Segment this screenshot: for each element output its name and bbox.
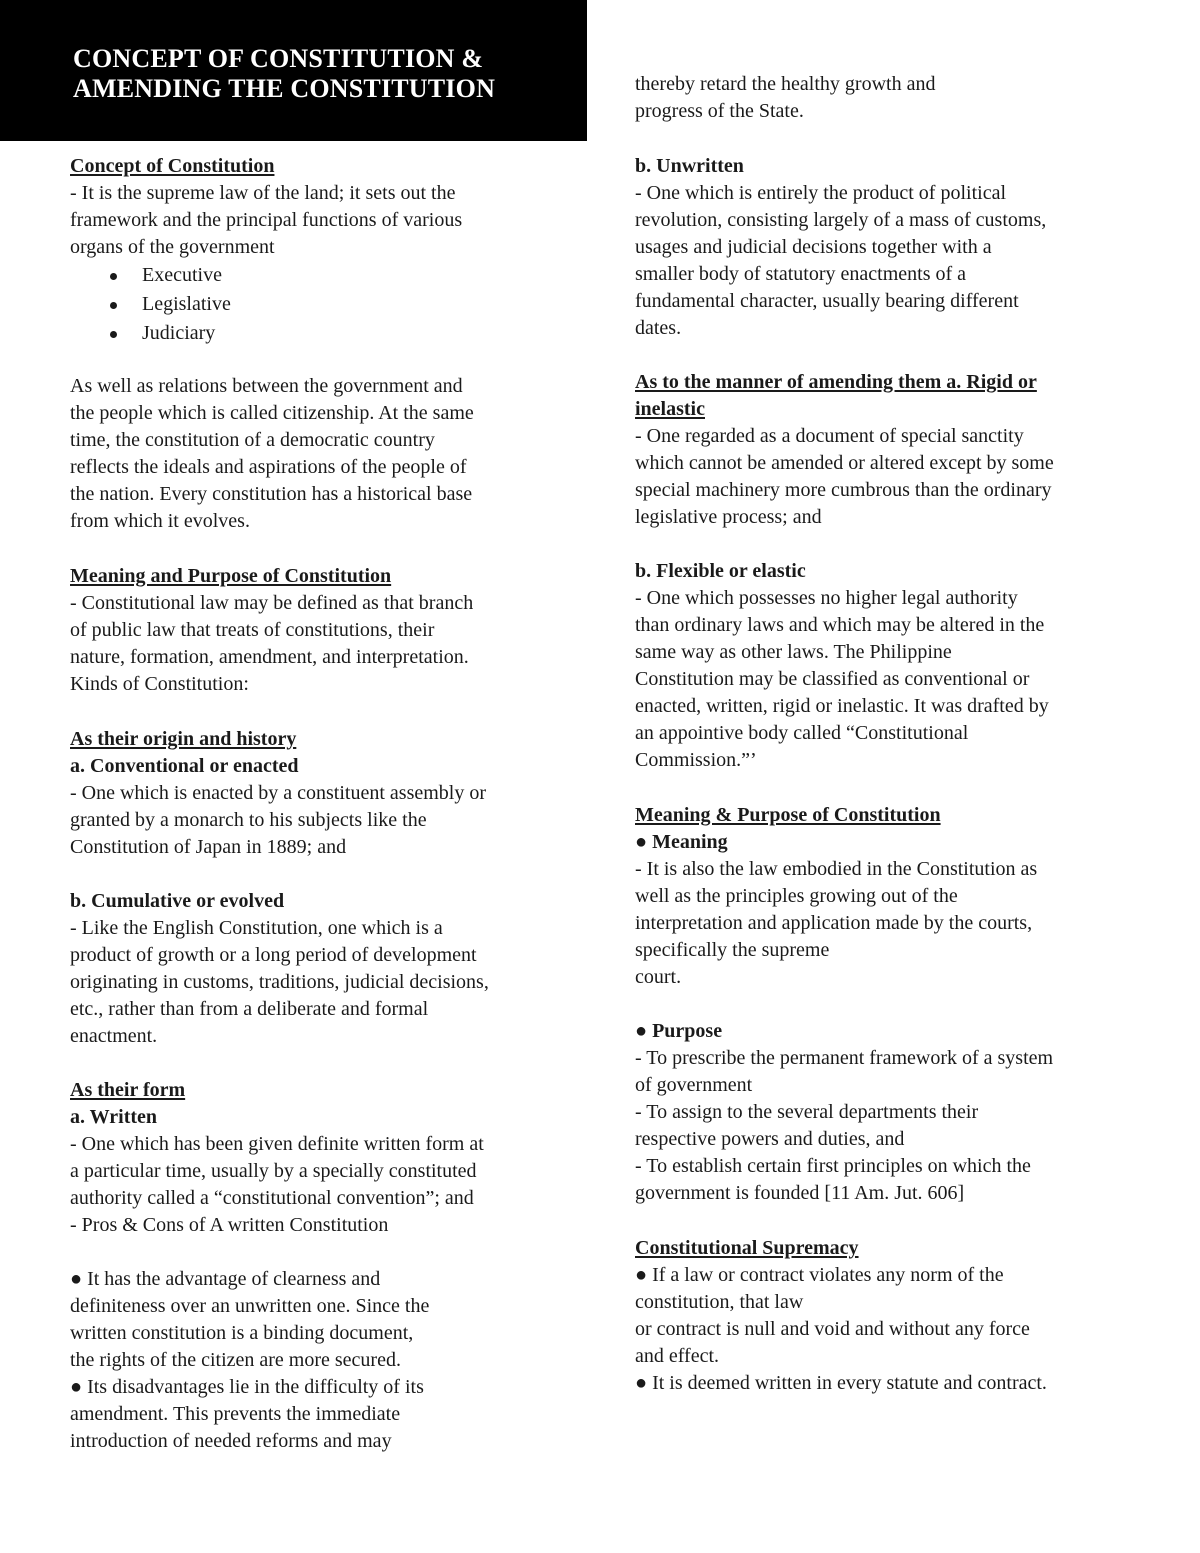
bullet-icon [110,273,117,280]
unwritten-line: smaller body of statutory enactments of a [635,263,967,285]
concept-line: framework and the principal functions of various [70,209,463,231]
pros-cons-line: introduction of needed reforms and may [70,1430,392,1452]
purpose-line: - To establish certain first principles on which the [635,1155,1031,1177]
rigid-line: - One regarded as a document of special sanctity [635,425,1024,447]
meaning-line: nature, formation, amendment, and interpretation. [70,646,469,668]
heading-origin-history: As their origin and history [70,728,297,750]
subheading-cumulative: b. Cumulative or evolved [70,890,285,912]
meaning-line: of public law that treats of constitutions, their [70,619,435,641]
subheading-unwritten: b. Unwritten [635,155,744,177]
pros-cons-line: amendment. This prevents the immediate [70,1403,401,1425]
continuation-line: progress of the State. [635,100,804,122]
cumulative-line: etc., rather than from a deliberate and formal [70,998,429,1020]
heading-amending: As to the manner of amending them a. Rigid or [635,371,1037,393]
cumulative-line: product of growth or a long period of development [70,944,477,966]
pros-cons-line: the rights of the citizen are more secured. [70,1349,401,1371]
relations-line: from which it evolves. [70,510,250,532]
flexible-line: an appointive body called “Constitutional [635,722,969,744]
unwritten-line: fundamental character, usually bearing different [635,290,1019,312]
conventional-line: granted by a monarch to his subjects like the [70,809,427,831]
pros-cons-line: definiteness over an unwritten one. Since the [70,1295,430,1317]
unwritten-line: dates. [635,317,682,339]
purpose-line: - To assign to the several departments their [635,1101,979,1123]
flexible-line: Constitution may be classified as conventional or [635,668,1030,690]
pros-cons-line: ● It has the advantage of clearness and [70,1268,381,1290]
supremacy-line: or contract is null and void and without any force [635,1318,1030,1340]
written-line: authority called a “constitutional convention”; and [70,1187,474,1209]
rigid-line: which cannot be amended or altered except by some [635,452,1054,474]
unwritten-line: usages and judicial decisions together with a [635,236,992,258]
pros-cons-line: written constitution is a binding document, [70,1322,414,1344]
supremacy-line: constitution, that law [635,1291,804,1313]
meaning-line: specifically the supreme [635,939,830,961]
purpose-line: respective powers and duties, and [635,1128,905,1150]
meaning-line: well as the principles growing out of the [635,885,958,907]
relations-line: As well as relations between the government and [70,375,463,397]
conventional-line: Constitution of Japan in 1889; and [70,836,347,858]
heading-supremacy: Constitutional Supremacy [635,1237,859,1259]
heading-meaning-purpose-2: Meaning & Purpose of Constitution [635,804,941,826]
bullet-icon [110,302,117,309]
cumulative-line: - Like the English Constitution, one which is a [70,917,443,939]
written-line: - One which has been given definite written form at [70,1133,484,1155]
supremacy-line: and effect. [635,1345,720,1367]
purpose-line: government is founded [11 Am. Jut. 606] [635,1182,965,1204]
continuation-line: thereby retard the healthy growth and [635,73,936,95]
meaning-line: Kinds of Constitution: [70,673,249,695]
flexible-line: - One which possesses no higher legal authority [635,587,1018,609]
cumulative-line: originating in customs, traditions, judicial decisions, [70,971,489,993]
meaning-line: - Constitutional law may be defined as that branch [70,592,474,614]
conventional-line: - One which is enacted by a constituent assembly or [70,782,486,804]
title-banner [0,0,587,141]
flexible-line: than ordinary laws and which may be altered in the [635,614,1045,636]
supremacy-line: ● It is deemed written in every statute and contract. [635,1372,1047,1394]
unwritten-line: revolution, consisting largely of a mass of customs, [635,209,1047,231]
relations-line: time, the constitution of a democratic country [70,429,435,451]
subheading-meaning: ● Meaning [635,831,728,853]
supremacy-line: ● If a law or contract violates any norm of the [635,1264,1004,1286]
rigid-line: legislative process; and [635,506,822,528]
subheading-written: a. Written [70,1106,158,1128]
title-line-2: AMENDING THE CONSTITUTION [73,74,496,103]
heading-meaning-purpose: Meaning and Purpose of Constitution [70,565,392,587]
heading-form: As their form [70,1079,186,1101]
flexible-line: Commission.”’ [635,749,757,771]
meaning-line: - It is also the law embodied in the Constitution as [635,858,1038,880]
relations-line: the people which is called citizenship. At the same [70,402,474,424]
written-line: a particular time, usually by a specially constituted [70,1160,477,1182]
relations-line: the nation. Every constitution has a historical base [70,483,473,505]
meaning-line: interpretation and application made by the courts, [635,912,1033,934]
unwritten-line: - One which is entirely the product of political [635,182,1007,204]
flexible-line: enacted, written, rigid or inelastic. It was drafted by [635,695,1049,717]
purpose-line: - To prescribe the permanent framework of a system [635,1047,1054,1069]
written-line: - Pros & Cons of A written Constitution [70,1214,389,1236]
pros-cons-line: ● Its disadvantages lie in the difficulty of its [70,1376,424,1398]
heading-concept: Concept of Constitution [70,155,275,177]
cumulative-line: enactment. [70,1025,158,1047]
subheading-conventional: a. Conventional or enacted [70,755,299,777]
flexible-line: same way as other laws. The Philippine [635,641,952,663]
subheading-flexible: b. Flexible or elastic [635,560,806,582]
purpose-line: of government [635,1074,753,1096]
rigid-line: special machinery more cumbrous than the ordinary [635,479,1052,501]
bullet-icon [110,331,117,338]
title-line-1: CONCEPT OF CONSTITUTION & [73,44,484,73]
subheading-purpose: ● Purpose [635,1020,723,1042]
heading-amending-cont: inelastic [635,398,705,420]
concept-line: - It is the supreme law of the land; it sets out the [70,182,456,204]
relations-line: reflects the ideals and aspirations of the people of [70,456,467,478]
meaning-line: court. [635,966,682,988]
concept-line: organs of the government [70,236,275,258]
